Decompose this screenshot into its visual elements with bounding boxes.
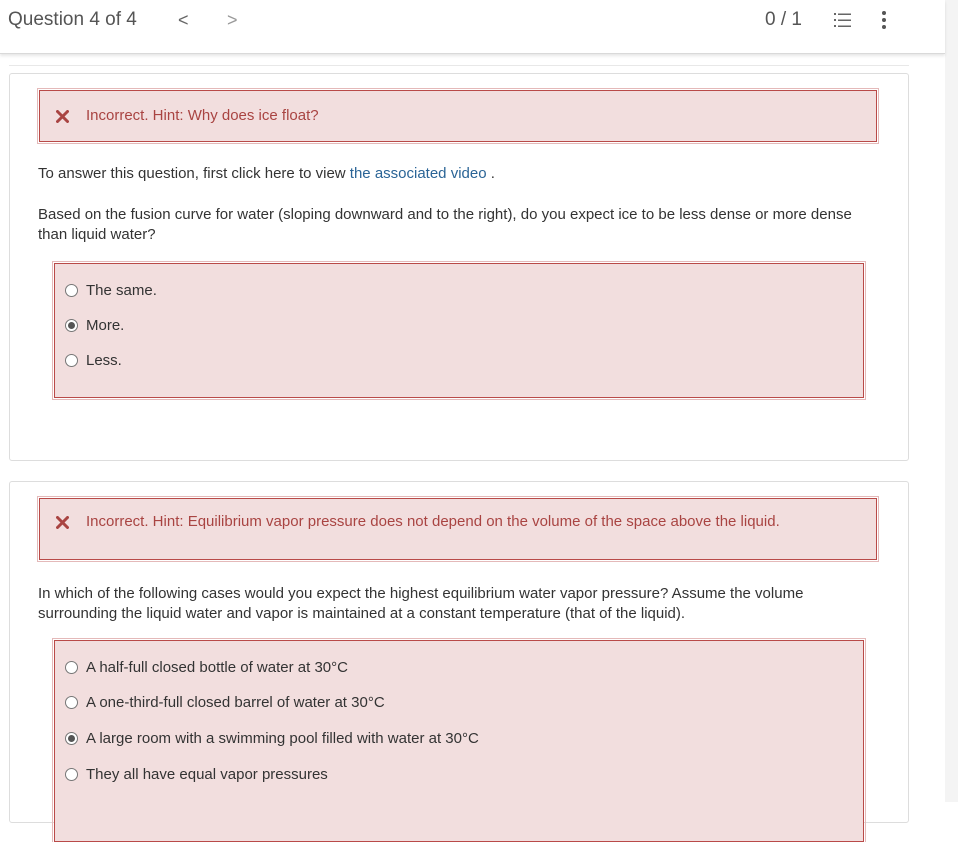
choice-more[interactable]: More. [65,314,124,336]
kebab-menu-icon[interactable] [880,10,888,30]
choice-the-same[interactable]: The same. [65,279,157,301]
choice-equal-vapor-pressures[interactable]: They all have equal vapor pressures [65,763,328,785]
numbered-list-icon[interactable] [834,12,851,29]
radio-button[interactable] [65,284,78,297]
feedback-banner [39,498,877,560]
radio-button[interactable] [65,696,78,709]
question-card [9,73,909,461]
choice-half-full-bottle[interactable]: A half-full closed bottle of water at 30°C [65,656,348,678]
score-display: 0 / 1 [765,9,802,30]
chevron-left-icon: < [178,10,189,30]
divider [9,65,909,66]
radio-button-selected[interactable] [65,732,78,745]
chevron-right-icon: > [227,10,238,30]
question-header [0,0,945,54]
answer-choices [54,640,864,842]
radio-button[interactable] [65,661,78,674]
radio-button[interactable] [65,354,78,367]
associated-video-link[interactable]: the associated video [349,165,487,182]
previous-question-button[interactable] [178,10,189,31]
choice-large-room-pool[interactable]: A large room with a swimming pool filled with water at 30°C [65,727,479,749]
question-prompt: Based on the fusion curve for water (sloping downward and to the right), do you expect ice to be less dense or more dense than liquid water? [38,206,852,243]
radio-button-selected[interactable] [65,319,78,332]
answer-choices [54,263,864,398]
question-card [9,481,909,823]
feedback-text: Incorrect. Hint: Why does ice float? [86,107,319,124]
radio-button[interactable] [65,768,78,781]
scrollbar-track[interactable] [945,0,958,802]
x-icon [56,516,69,529]
x-icon [56,110,69,123]
choice-one-third-full-barrel[interactable]: A one-third-full closed barrel of water at 30°C [65,691,385,713]
question-prompt: In which of the following cases would you expect the highest equilibrium water vapor pressure? Assume the volume surrounding the liquid water and vapor is maintained at a constant temperature (that of the liquid). [38,585,804,622]
feedback-banner [39,90,877,142]
question-intro: To answer this question, first click here to view the associated video . [38,165,495,182]
feedback-text: Incorrect. Hint: Equilibrium vapor pressure does not depend on the volume of the space above the liquid. [86,513,780,530]
next-question-button[interactable] [227,10,238,31]
choice-less[interactable]: Less. [65,349,122,371]
question-counter: Question 4 of 4 [8,9,137,30]
